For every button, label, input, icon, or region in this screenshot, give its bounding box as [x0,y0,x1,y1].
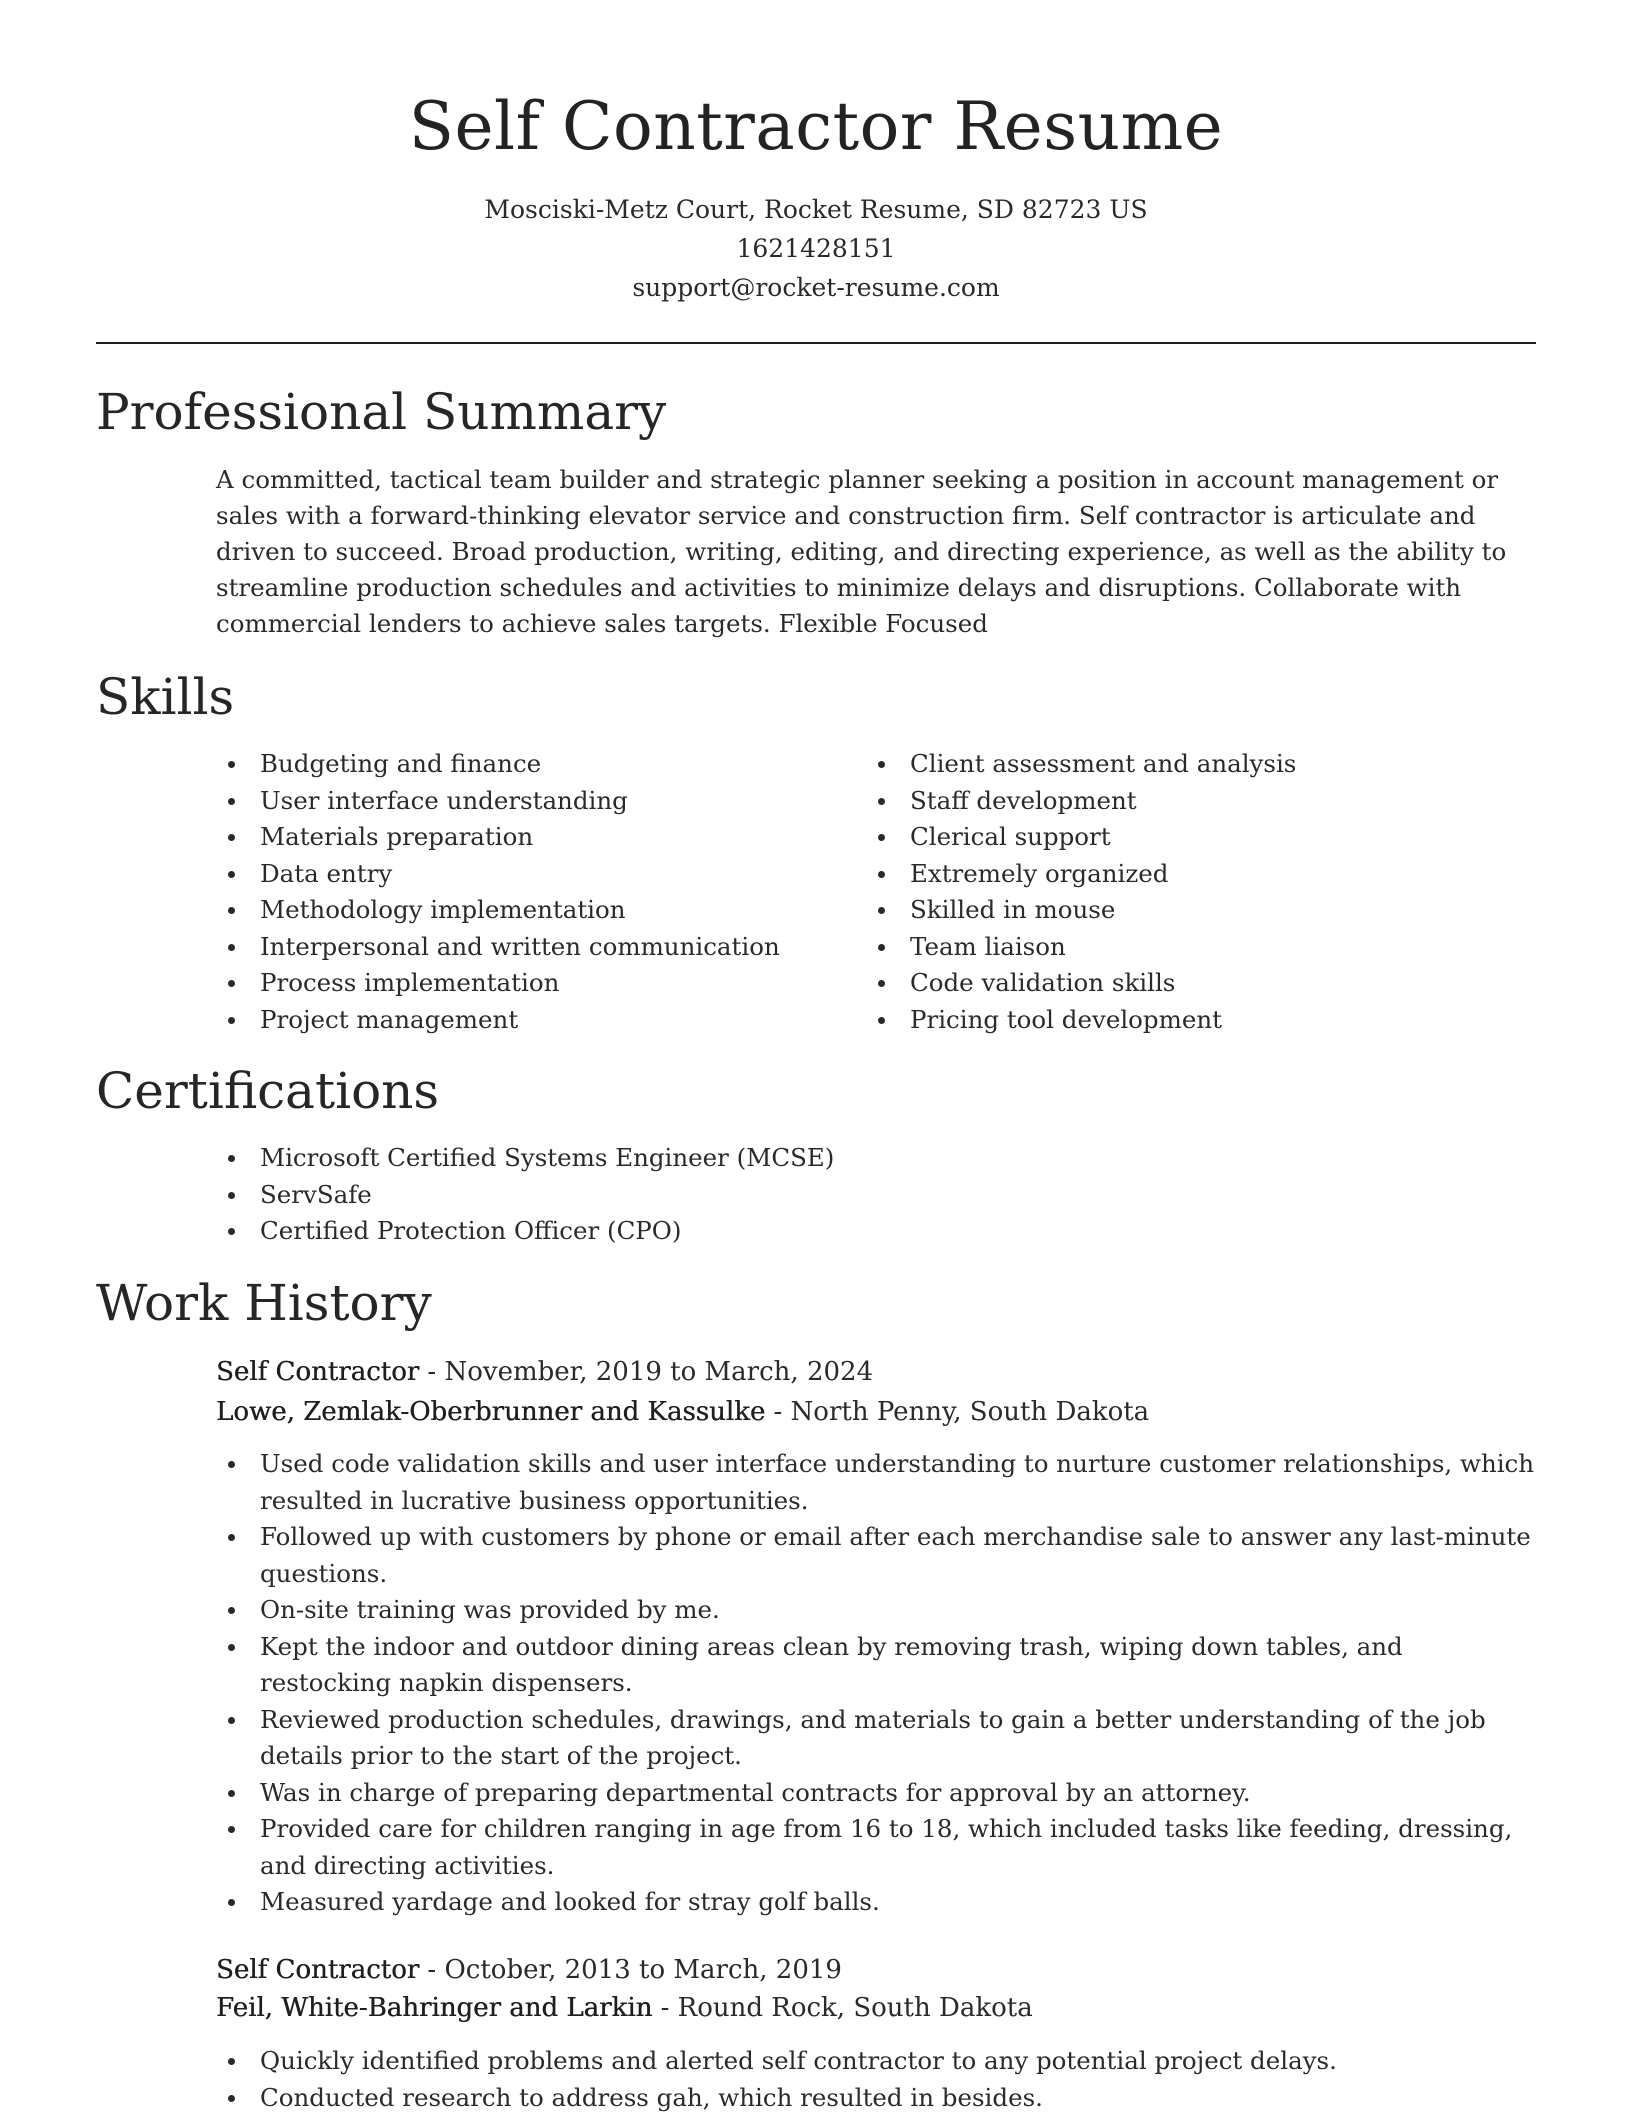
job-company-line [216,1988,1033,2028]
contact-block [0,190,1632,307]
list-item: Staff development [866,783,1486,820]
job-dates: - October, 2013 to March, 2019 [419,1955,842,1985]
list-item: Quickly identified problems and alerted self contractor to any potential project delays. [216,2043,1541,2080]
header-divider [96,342,1536,344]
contact-email: support@rocket-resume.com [0,268,1632,307]
list-item: Used code validation skills and user interface understanding to nurture customer relationships, which resulted in lucrative business opportunities. [216,1446,1541,1519]
job-title: Self Contractor [216,1357,419,1387]
job-location: - Round Rock, South Dakota [652,1993,1032,2023]
job-title-line [216,1352,873,1392]
list-item: Project management [216,1002,836,1039]
job-title-line [216,1950,842,1990]
list-item: Interpersonal and written communication [216,929,836,966]
contact-phone: 1621428151 [0,229,1632,268]
list-item: Clerical support [866,819,1486,856]
list-item: Reviewed production schedules, drawings, and materials to gain a better understanding of the job details prior to the start of the project. [216,1702,1541,1775]
list-item: Measured yardage and looked for stray golf balls. [216,1884,1541,1921]
list-item: Pricing tool development [866,1002,1486,1039]
job-bullets [216,2043,1541,2116]
section-title-certifications: Certifications [96,1059,439,1123]
job-dates: - November, 2019 to March, 2024 [419,1357,873,1387]
job-company-line [216,1392,1149,1432]
list-item: Code validation skills [866,965,1486,1002]
list-item: User interface understanding [216,783,836,820]
list-item: Microsoft Certified Systems Engineer (MCSE) [216,1140,1536,1177]
list-item: Kept the indoor and outdoor dining areas clean by removing trash, wiping down tables, and restocking napkin dispensers. [216,1629,1541,1702]
list-item: Provided care for children ranging in age from 16 to 18, which included tasks like feeding, dressing, and directing activities. [216,1811,1541,1884]
list-item: Client assessment and analysis [866,746,1486,783]
list-item: Skilled in mouse [866,892,1486,929]
resume-title: Self Contractor Resume [0,84,1632,170]
section-title-work-history: Work History [96,1271,432,1335]
list-item: Certified Protection Officer (CPO) [216,1213,1536,1250]
section-title-summary: Professional Summary [96,380,666,444]
skills-list-left [216,746,836,1038]
job-location: - North Penny, South Dakota [765,1397,1149,1427]
job-company: Lowe, Zemlak-Oberbrunner and Kassulke [216,1397,765,1427]
list-item: On-site training was provided by me. [216,1592,1541,1629]
list-item: Data entry [216,856,836,893]
list-item: Followed up with customers by phone or email after each merchandise sale to answer any last-minute questions. [216,1519,1541,1592]
skills-list-right [866,746,1486,1038]
job-title: Self Contractor [216,1955,419,1985]
list-item: Process implementation [216,965,836,1002]
list-item: Team liaison [866,929,1486,966]
job-bullets [216,1446,1541,1921]
list-item: Budgeting and finance [216,746,836,783]
summary-text: A committed, tactical team builder and strategic planner seeking a position in account management or sales with a forward-thinking elevator service and construction firm. Self contractor is articulate and driven to succeed. Broad production, writing, editing, and directing experience, as well as the ability to streamline production schedules and activities to minimize delays and disruptions. Collaborate with commercial lenders to achieve sales targets. Flexible Focused [216,462,1541,642]
list-item: Materials preparation [216,819,836,856]
list-item: Extremely organized [866,856,1486,893]
job-company: Feil, White-Bahringer and Larkin [216,1993,652,2023]
section-title-skills: Skills [96,665,234,729]
list-item: Was in charge of preparing departmental contracts for approval by an attorney. [216,1775,1541,1812]
list-item: Methodology implementation [216,892,836,929]
certifications-list [216,1140,1536,1250]
list-item: Conducted research to address gah, which resulted in besides. [216,2080,1541,2116]
list-item: ServSafe [216,1177,1536,1214]
contact-address: Mosciski-Metz Court, Rocket Resume, SD 82723 US [0,190,1632,229]
